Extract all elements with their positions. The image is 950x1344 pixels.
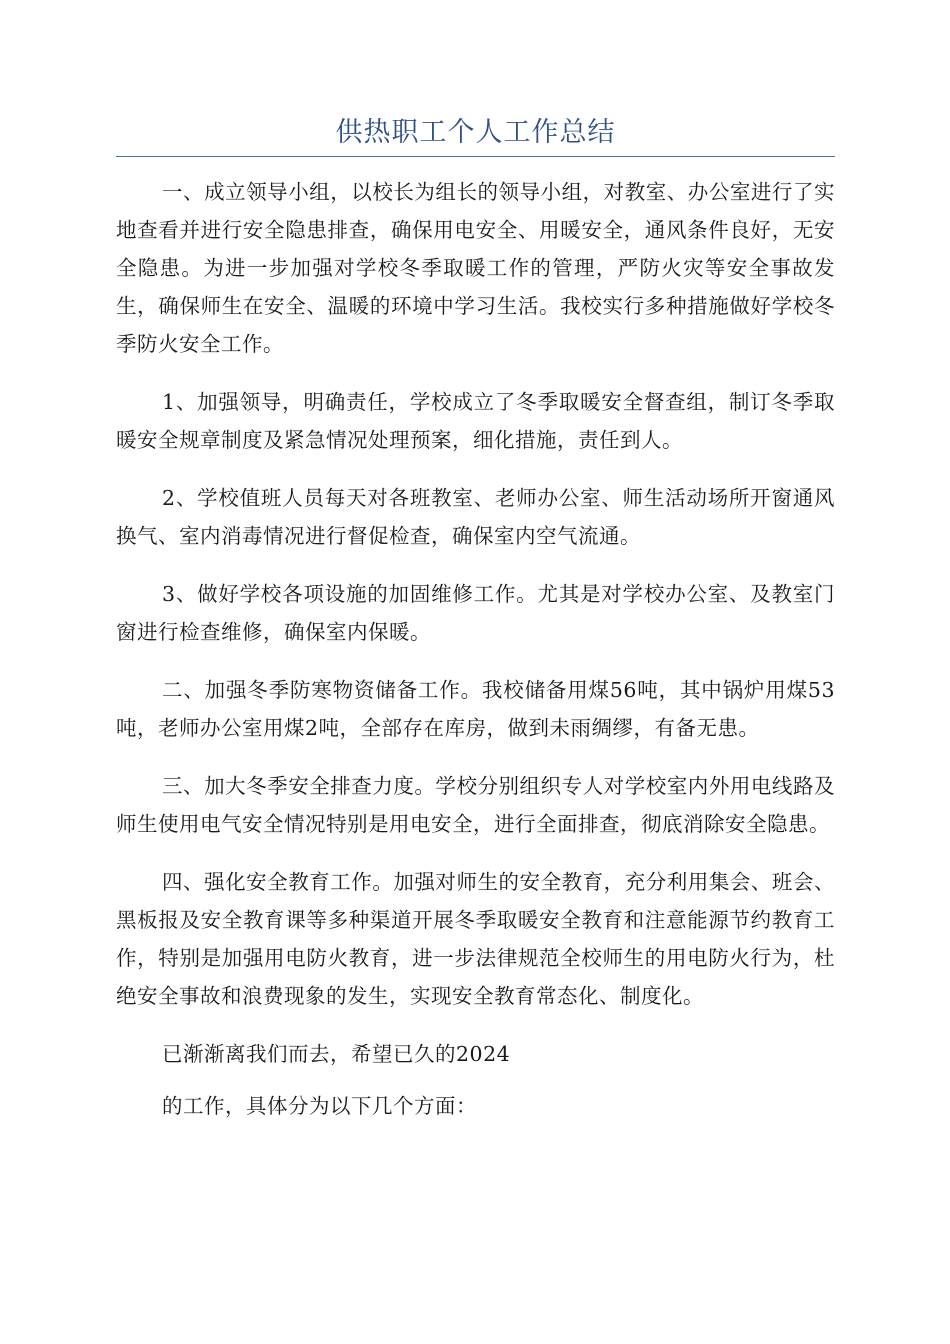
document-body xyxy=(116,173,835,1139)
paragraph-closing-1: 已渐渐离我们而去，希望已久的2024 xyxy=(162,1042,511,1066)
paragraph-section-3: 三、加大冬季安全排查力度。学校分别组织专人对学校室内外用电线路及师生使用电气安全情况特别是用电安全，进行全面排查，彻底消除安全隐患。 xyxy=(116,774,835,836)
title-block xyxy=(116,110,835,157)
document-title: 供热职工个人工作总结 xyxy=(335,117,616,148)
paragraph-item-2: 2、学校值班人员每天对各班教室、老师办公室、师生活动场所开窗通风换气、室内消毒情况进行督促检查，确保室内空气流通。 xyxy=(116,486,835,548)
paragraph-section-1: 一、成立领导小组，以校长为组长的领导小组，对教室、办公室进行了实地查看并进行安全隐患排查，确保用电安全、用暖安全，通风条件良好，无安全隐患。为进一步加强对学校冬季取暖工作的管理，严防火灾等安全事故发生，确保师生在安全、温暖的环境中学习生活。我校实行多种措施做好学校冬季防火安全工作。 xyxy=(116,180,835,356)
paragraph-item-3: 3、做好学校各项设施的加固维修工作。尤其是对学校办公室、及教室门窗进行检查维修，确保室内保暖。 xyxy=(116,582,835,644)
paragraph-closing-2: 的工作，具体分为以下几个方面： xyxy=(162,1094,477,1118)
paragraph-section-2: 二、加强冬季防寒物资储备工作。我校储备用煤56吨，其中锅炉用煤53吨，老师办公室用煤2吨，全部存在库房，做到未雨绸缪，有备无患。 xyxy=(116,678,835,740)
paragraph-section-4: 四、强化安全教育工作。加强对师生的安全教育，充分利用集会、班会、黑板报及安全教育课等多种渠道开展冬季取暖安全教育和注意能源节约教育工作，特别是加强用电防火教育，进一步法律规范全校师生的用电防火行为，杜绝安全事故和浪费现象的发生，实现安全教育常态化、制度化。 xyxy=(116,870,835,1008)
paragraph-item-1: 1、加强领导，明确责任，学校成立了冬季取暖安全督查组，制订冬季取暖安全规章制度及紧急情况处理预案，细化措施，责任到人。 xyxy=(116,390,835,452)
